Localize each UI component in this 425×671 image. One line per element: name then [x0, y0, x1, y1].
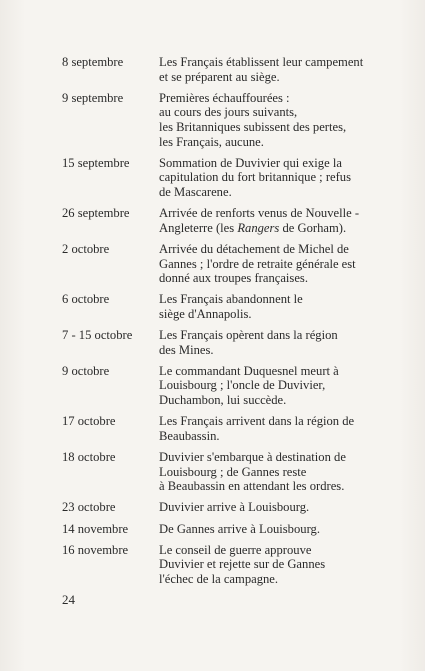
chronology-entry — [62, 414, 402, 443]
entry-date: 9 octobre — [62, 363, 110, 378]
chronology-entry — [62, 328, 402, 357]
chronology-entry — [62, 364, 402, 408]
entry-event: De Gannes arrive à Louisbourg. — [159, 521, 320, 536]
chronology-entry — [62, 91, 402, 149]
chronology-entry — [62, 292, 402, 321]
chronology-entry — [62, 522, 402, 537]
page-number: 24 — [62, 592, 75, 607]
entry-event: Les Français abandonnent le siège d'Annapolis. — [159, 292, 303, 321]
entry-date: 14 novembre — [62, 521, 129, 536]
entry-event: Duvivier arrive à Louisbourg. — [159, 500, 310, 515]
chronology-entry — [62, 543, 402, 587]
entry-event: Les Français opèrent dans la région des Mines. — [159, 328, 338, 357]
chronology-entry — [62, 500, 402, 515]
chronology-entry — [62, 206, 402, 235]
chronology-list — [62, 55, 402, 593]
entry-event: Arrivée de renforts venus de Nouvelle - Angleterre (les Rangers de Gorham). — [159, 206, 360, 235]
chronology-entry — [62, 242, 402, 286]
entry-date: 16 novembre — [62, 542, 129, 557]
entry-date: 7 - 15 octobre — [62, 328, 133, 343]
chronology-entry — [62, 156, 402, 200]
entry-event: Duvivier s'embarque à destination de Louisbourg ; de Gannes reste à Beaubassin en attendant les ordres. — [159, 450, 346, 494]
entry-event: Les Français arrivent dans la région de Beaubassin. — [159, 414, 355, 443]
entry-event: Sommation de Duvivier qui exige la capitulation du fort britannique ; refus de Mascarene. — [159, 155, 351, 199]
entry-date: 15 septembre — [62, 155, 130, 170]
chronology-entry — [62, 55, 402, 84]
entry-date: 23 octobre — [62, 500, 116, 515]
entry-date: 18 octobre — [62, 450, 116, 464]
italic-term: Rangers — [237, 220, 280, 235]
entry-date: 8 septembre — [62, 55, 124, 69]
entry-event: Le conseil de guerre approuve Duvivier et rejette sur de Gannes l'échec de la campagne. — [159, 542, 326, 586]
entry-event: Le commandant Duquesnel meurt à Louisbourg ; l'oncle de Duvivier, Duchambon, lui succède. — [159, 363, 339, 408]
entry-date: 9 septembre — [62, 90, 124, 105]
entry-date: 26 septembre — [62, 206, 130, 221]
chronology-entry — [62, 450, 402, 494]
entry-event: Arrivée du détachement de Michel de Gannes ; l'ordre de retraite générale est donné aux troupes françaises. — [159, 241, 356, 286]
entry-date: 17 octobre — [62, 414, 116, 429]
entry-date: 6 octobre — [62, 292, 110, 307]
entry-event: Premières échauffourées : au cours des jours suivants, les Britanniques subissent des pertes, les Français, aucune. — [159, 90, 347, 149]
entry-event: Les Français établissent leur campement et se préparent au siège. — [159, 55, 364, 84]
entry-date: 2 octobre — [62, 241, 110, 256]
